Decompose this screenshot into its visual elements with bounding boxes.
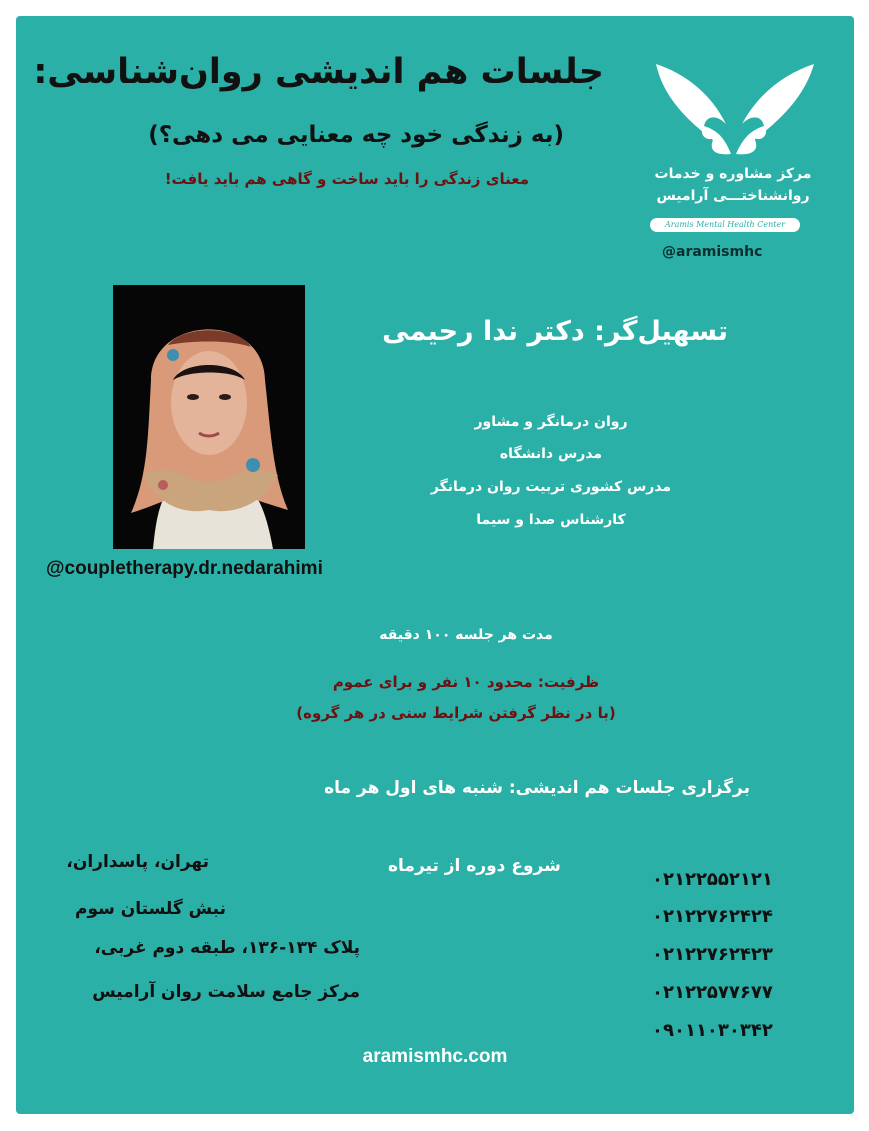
poster-title: جلسات هم اندیشی روان‌شناسی: bbox=[33, 52, 604, 92]
center-instagram-handle[interactable]: @aramismhc bbox=[662, 244, 763, 260]
address-line: مرکز جامع سلامت روان آرامیس bbox=[92, 982, 360, 1002]
tagline: معنای زندگی را باید ساخت و گاهی هم باید یافت! bbox=[164, 170, 529, 188]
logo-text-line1: مرکز مشاوره و خدمات bbox=[654, 166, 812, 182]
credential-item: روان درمانگر و مشاور bbox=[474, 414, 628, 430]
phone-number[interactable]: ۰۲۱۲۲۵۷۷۶۷۷ bbox=[652, 982, 773, 1003]
credential-item: مدرس دانشگاه bbox=[499, 446, 603, 462]
logo-text-line2: روانشناختـــی آرامیس bbox=[656, 188, 810, 204]
address-line: تهران، پاسداران، bbox=[66, 852, 209, 872]
facilitator-name: تسهیل‌گر: دکتر ندا رحیمی bbox=[382, 316, 728, 347]
facilitator-instagram-handle[interactable]: @coupletherapy.dr.nedarahimi bbox=[46, 558, 323, 579]
credential-item: کارشناس صدا و سیما bbox=[476, 512, 626, 528]
poster-subtitle: (به زندگی خود چه معنایی می دهی؟) bbox=[148, 122, 564, 148]
phone-number[interactable]: ۰۹۰۱۱۰۳۰۳۴۲ bbox=[652, 1020, 773, 1041]
poster bbox=[16, 16, 854, 1114]
address-line: نبش گلستان سوم bbox=[75, 899, 226, 919]
session-capacity: ظرفیت: محدود ۱۰ نفر و برای عموم bbox=[332, 673, 600, 691]
phone-number[interactable]: ۰۲۱۲۲۷۶۲۴۲۴ bbox=[652, 906, 773, 927]
session-schedule: برگزاری جلسات هم اندیشی: شنبه های اول هر ماه bbox=[324, 778, 750, 798]
facilitator-photo bbox=[113, 285, 305, 549]
address-line: پلاک ۱۳۴-۱۳۶، طبقه دوم غربی، bbox=[94, 938, 360, 958]
website-link[interactable]: aramismhc.com bbox=[362, 1046, 508, 1067]
session-capacity-note: (با در نظر گرفتن شرایط سنی در هر گروه) bbox=[296, 704, 616, 722]
phone-number[interactable]: ۰۲۱۲۲۷۶۲۴۲۳ bbox=[652, 944, 773, 965]
phone-number[interactable]: ۰۲۱۲۲۵۵۲۱۲۱ bbox=[652, 869, 773, 890]
course-start: شروع دوره از تیرماه bbox=[388, 856, 561, 876]
logo-english-name: Aramis Mental Health Center bbox=[650, 218, 800, 232]
credential-item: مدرس کشوری تربیت روان درمانگر bbox=[430, 479, 672, 495]
session-duration: مدت هر جلسه ۱۰۰ دقیقه bbox=[379, 627, 553, 643]
